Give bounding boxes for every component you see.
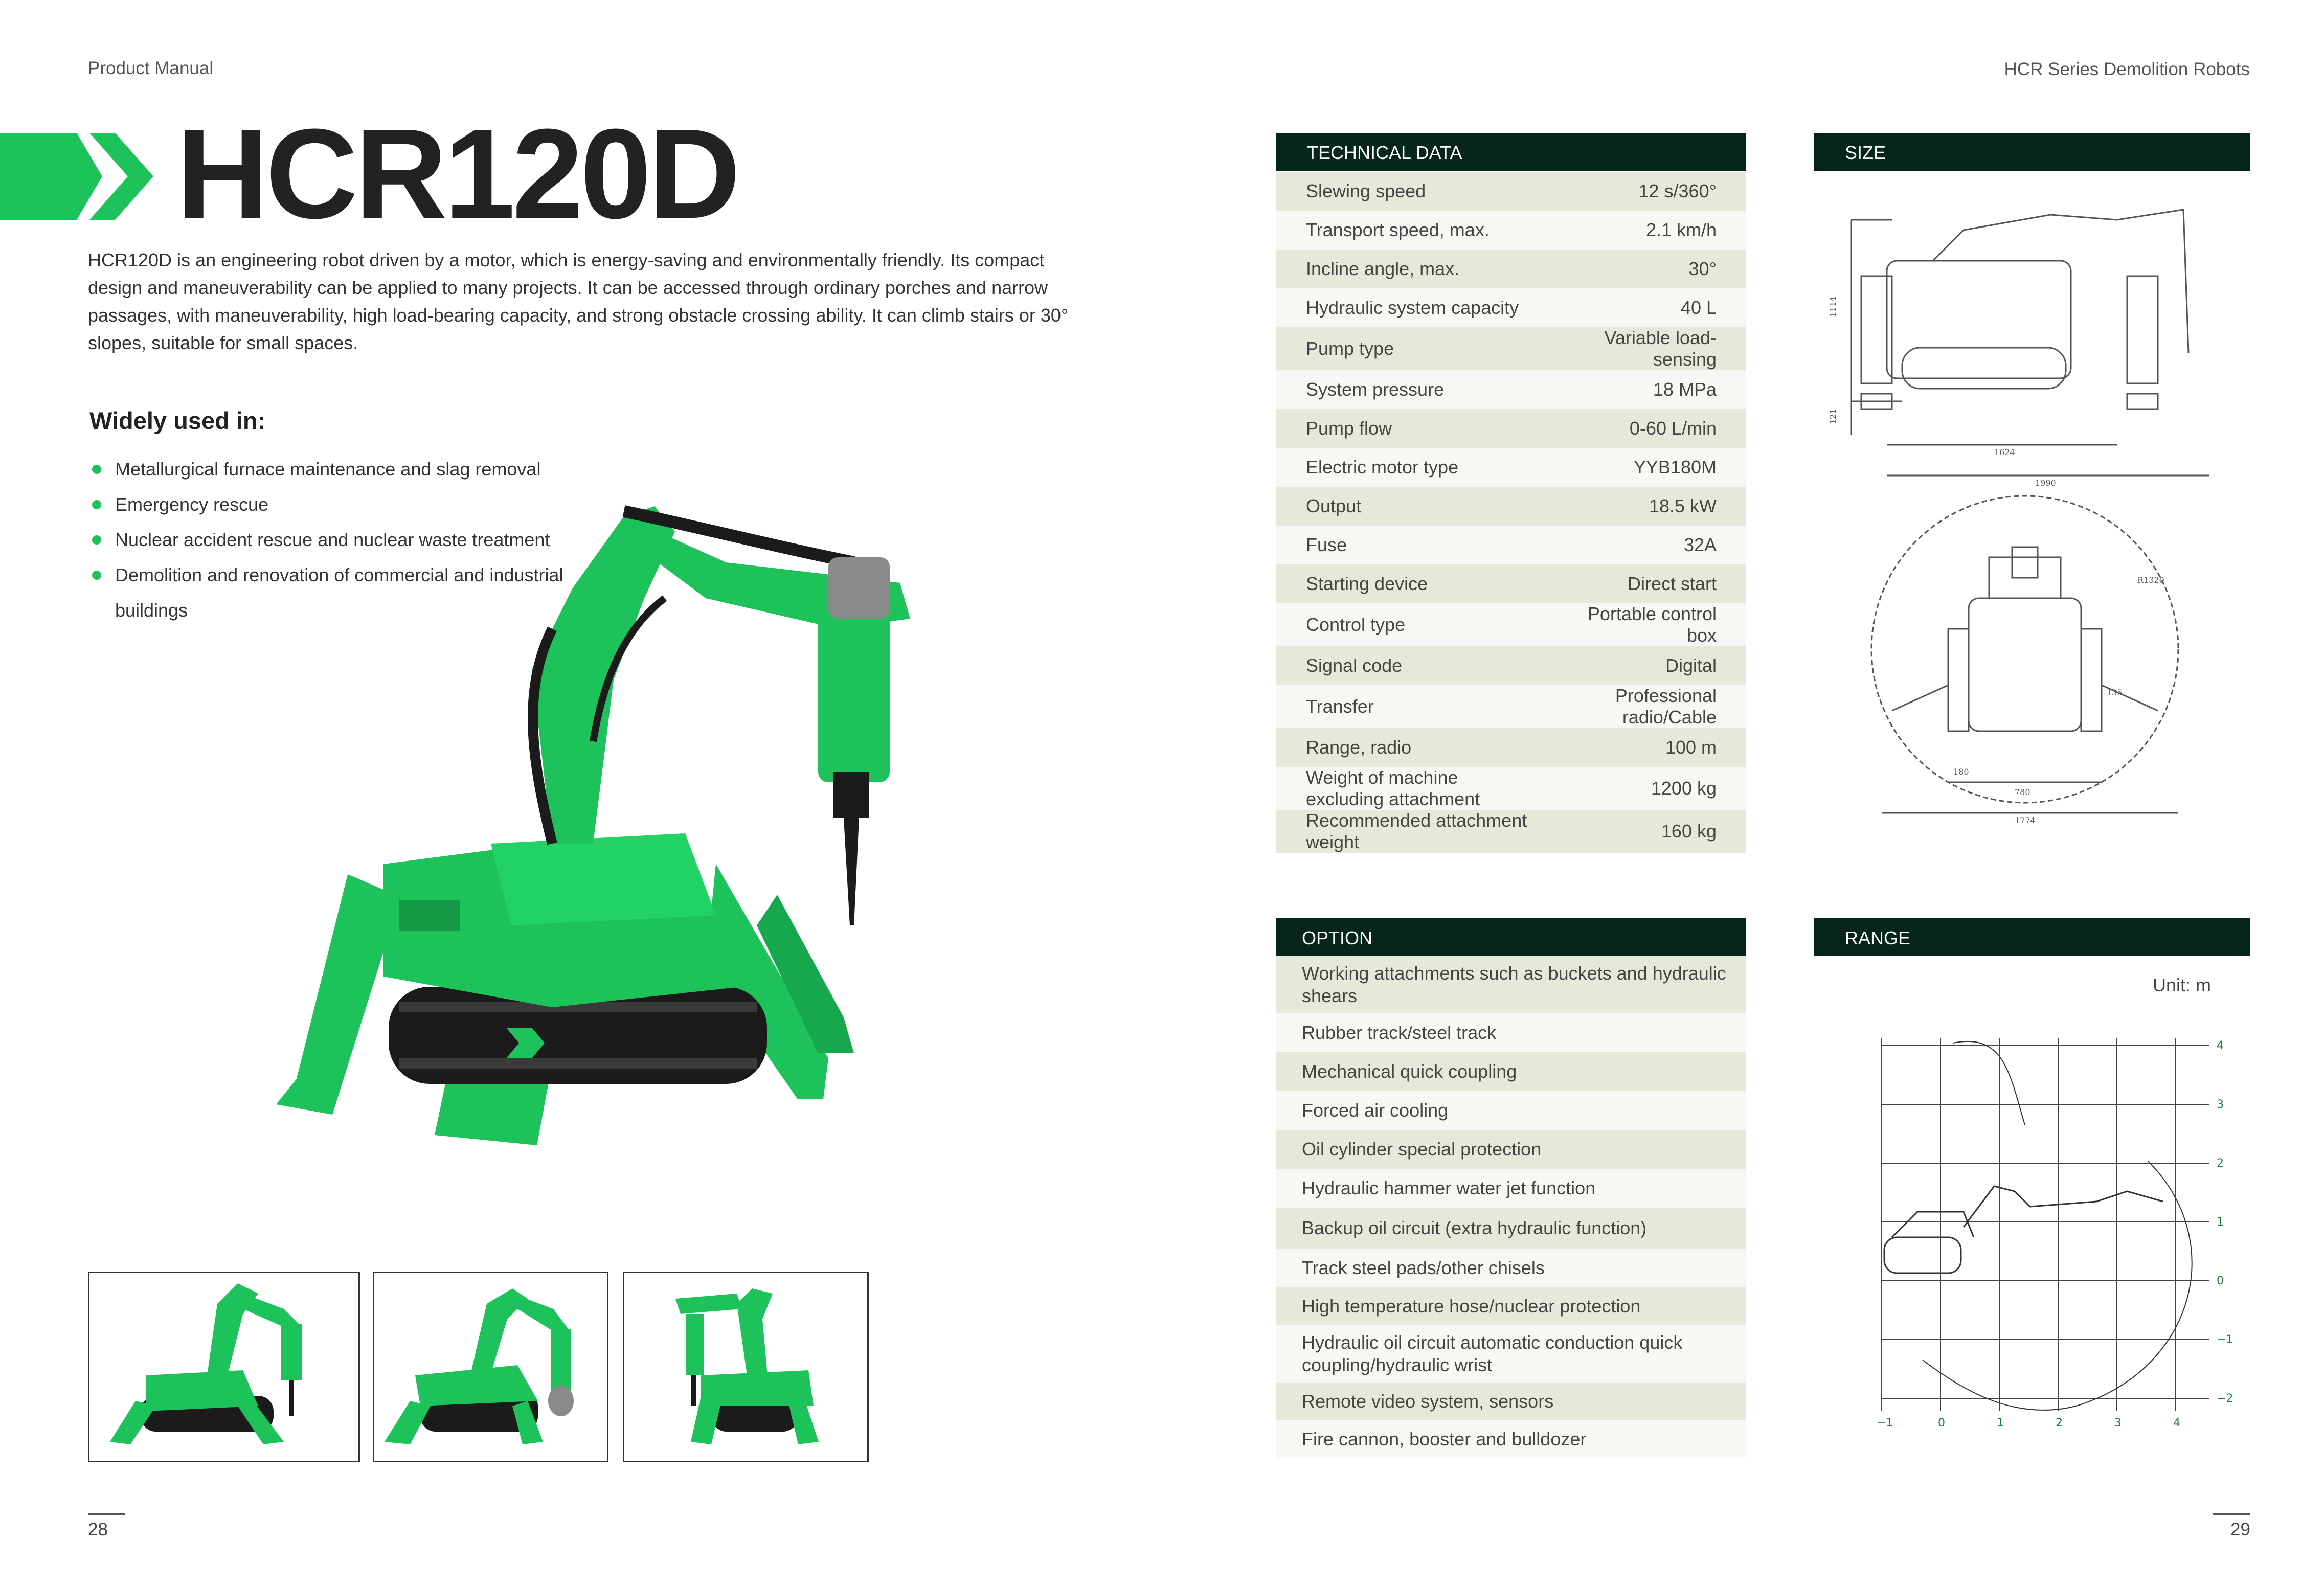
spec-label: System pressure [1276,370,1565,409]
list-item: Mechanical quick coupling [1276,1052,1746,1091]
dim-side: 135 [2107,688,2123,697]
y-tick-label: 1 [2217,1216,2224,1229]
spec-label: Pump type [1276,327,1565,370]
list-item: Nuclear accident rescue and nuclear waste treatment [89,522,601,557]
spec-label: Weight of machine excluding attachment [1276,767,1565,810]
spec-value: 1200 kg [1565,767,1746,810]
y-tick-label: 0 [2217,1275,2224,1287]
spec-value: 100 m [1565,728,1746,767]
thumbnail-2[interactable] [373,1272,608,1462]
header-right: HCR Series Demolition Robots [2004,59,2250,79]
size-drawing [1828,199,2240,828]
table-row [1276,603,1746,646]
table-row [1276,250,1746,288]
list-item: Demolition and renovation of commercial and industrial buildings [89,557,601,628]
dim-total-width: 1774 [2015,815,2036,825]
table-row [1276,211,1746,250]
page-divider-left [88,1513,125,1515]
y-tick-label: 3 [2217,1098,2224,1111]
spec-value: Portable control box [1565,603,1746,646]
range-x-ticks [1877,1417,2180,1430]
table-row [1276,685,1746,728]
list-item: Fire cannon, booster and bulldozer [1276,1420,1746,1458]
dim-height: 1114 [1828,296,1838,317]
dim-radius: R1320 [2137,575,2164,585]
page-number-right: 29 [2230,1520,2250,1539]
spec-value: 18.5 kW [1565,487,1746,526]
spec-value: 30° [1565,250,1746,288]
spec-label: Transport speed, max. [1276,211,1565,250]
table-row [1276,564,1746,603]
table-row [1276,526,1746,564]
range-unit: Unit: m [2153,975,2212,995]
x-tick-label: 4 [2173,1417,2180,1430]
spec-value: 32A [1565,526,1746,564]
spec-value: 2.1 km/h [1565,211,1746,250]
list-item: Metallurgical furnace maintenance and slag removal [89,451,601,487]
spec-label: Starting device [1276,564,1565,603]
spec-label: Control type [1276,603,1565,646]
x-tick-label: 0 [1938,1417,1945,1430]
spec-value: YYB180M [1565,448,1746,487]
list-item: Oil cylinder special protection [1276,1130,1746,1169]
table-row [1276,767,1746,810]
spec-value: Professional radio/Cable [1565,685,1746,728]
dim-clearance: 121 [1828,409,1838,424]
list-item: Track steel pads/other chisels [1276,1249,1746,1287]
spec-value: Variable load-sensing [1565,327,1746,370]
x-tick-label: 1 [1997,1417,2004,1430]
bullet-icon [92,571,101,580]
table-row [1276,487,1746,526]
table-row [1276,327,1746,370]
x-tick-label: 3 [2114,1417,2122,1430]
page-divider-right [2213,1513,2250,1515]
used-in-title: Widely used in: [89,407,266,434]
list-item: Emergency rescue [89,487,601,522]
list-item: Working attachments such as buckets and hydraulic shears [1276,956,1746,1013]
header-left: Product Manual [88,58,214,78]
spec-value: 160 kg [1565,810,1746,853]
spec-label: Incline angle, max. [1276,250,1565,288]
y-tick-label: 4 [2217,1039,2224,1052]
spec-value: 0-60 L/min [1565,409,1746,448]
robot-thumbnail-image [624,1273,867,1461]
spec-label: Recommended attachment weight [1276,810,1565,853]
table-row [1276,370,1746,409]
dim-overall: 1990 [2035,478,2056,488]
bullet-icon [92,500,101,509]
spec-label: Output [1276,487,1565,526]
spec-label: Range, radio [1276,728,1565,767]
spec-label: Transfer [1276,685,1565,728]
spec-value: 12 s/360° [1565,172,1746,211]
technical-data-header: TECHNICAL DATA [1276,133,1746,171]
spec-label: Electric motor type [1276,448,1565,487]
y-tick-label: 2 [2217,1157,2224,1170]
y-tick-label: −2 [2217,1392,2233,1405]
x-tick-label: 2 [2056,1417,2063,1430]
table-row [1276,288,1746,327]
model-title: HCR120D [176,102,738,245]
page-number-left: 28 [88,1520,108,1539]
table-row [1276,646,1746,685]
list-item: Rubber track/steel track [1276,1013,1746,1052]
spec-value: 18 MPa [1565,370,1746,409]
spec-label: Slewing speed [1276,172,1565,211]
robot-main-image [266,475,931,1191]
size-header: SIZE [1814,133,2250,171]
range-chart [1861,1012,2233,1452]
chevron-arrow-icon [0,130,159,222]
spec-label: Signal code [1276,646,1565,685]
spec-label: Pump flow [1276,409,1565,448]
x-tick-label: −1 [1877,1417,1893,1430]
spec-label: Fuse [1276,526,1565,564]
spec-value: 40 L [1565,288,1746,327]
thumbnail-3[interactable] [623,1272,869,1462]
table-row [1276,409,1746,448]
list-item: High temperature hose/nuclear protection [1276,1287,1746,1325]
intro-paragraph: HCR120D is an engineering robot driven by a motor, which is energy-saving and environmentally friendly. Its compact design and maneuverability can be applied to many projects. It can be accessed through ordinary porches and narrow passages, with maneuverability, high load-bearing capacity, and strong obstacle crossing ability. It can climb stairs or 30° slopes, suitable for small spaces. [88,250,1069,353]
range-y-ticks [2217,1039,2233,1405]
list-item: Hydraulic oil circuit automatic conduction quick coupling/hydraulic wrist [1276,1325,1746,1383]
list-item: Remote video system, sensors [1276,1383,1746,1420]
spec-label: Hydraulic system capacity [1276,288,1565,327]
bullet-icon [92,535,101,545]
y-tick-label: −1 [2217,1333,2233,1346]
thumbnail-1[interactable] [88,1272,360,1462]
spec-value: Digital [1565,646,1746,685]
spec-value: Direct start [1565,564,1746,603]
table-row [1276,448,1746,487]
bullet-icon [92,465,101,474]
list-item: Forced air cooling [1276,1091,1746,1130]
technical-data-table [1276,172,1746,853]
robot-thumbnail-image [89,1273,358,1461]
table-row [1276,172,1746,211]
table-row [1276,728,1746,767]
range-header: RANGE [1814,918,2250,956]
list-item: Hydraulic hammer water jet function [1276,1169,1746,1208]
option-header: OPTION [1276,918,1746,956]
option-list [1276,956,1746,1458]
dim-width: 780 [2015,787,2030,797]
dim-inner: 1624 [1994,447,2015,457]
dim-track: 180 [1953,767,1969,777]
robot-thumbnail-image [374,1273,607,1461]
list-item: Backup oil circuit (extra hydraulic function) [1276,1208,1746,1249]
table-row [1276,810,1746,853]
